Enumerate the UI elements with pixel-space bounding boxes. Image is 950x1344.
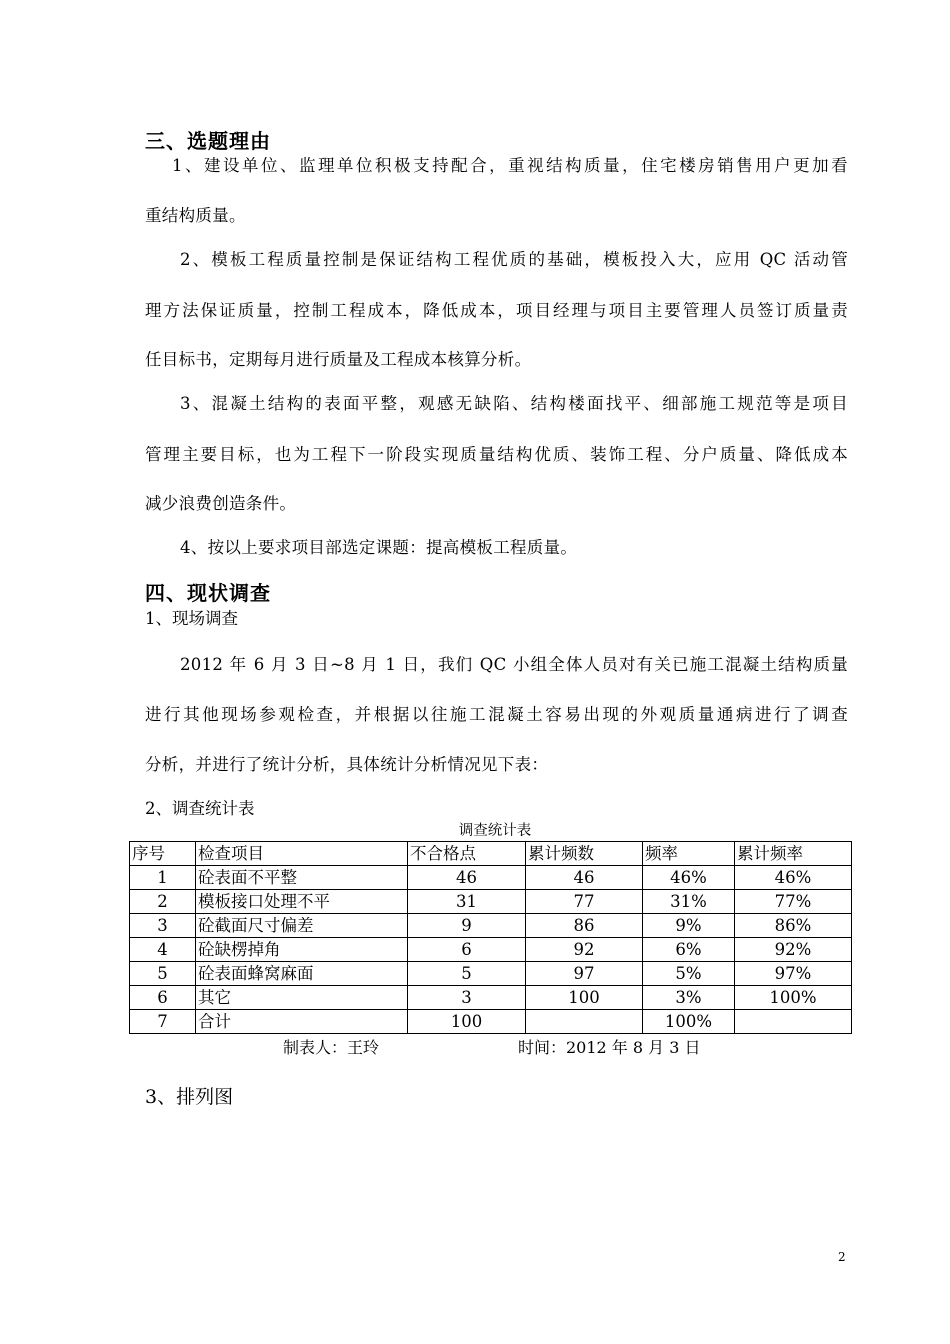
table-caption: 调查统计表	[458, 823, 532, 839]
survey-para-line-2: 进行其他现场参观检查，并根据以往施工混凝土容易出现的外观质量通病进行了调查	[145, 705, 848, 724]
section-4-heading: 四、现状调查	[145, 581, 271, 605]
statistics-table	[129, 841, 852, 1034]
survey-para-line-1: 2012 年 6 月 3 日~8 月 1 日，我们 QC 小组全体人员对有关已施工混凝土结构质量	[180, 655, 848, 674]
table-cell: 100%	[735, 986, 852, 1010]
table-row	[130, 938, 852, 962]
table-cell: 砼表面不平整	[196, 866, 408, 890]
reason-4: 4、按以上要求项目部选定课题：提高模板工程质量。	[180, 538, 578, 557]
reason-2-line-3: 任目标书，定期每月进行质量及工程成本核算分析。	[145, 350, 532, 369]
table-cell: 31	[408, 890, 526, 914]
table-header-row	[130, 842, 852, 866]
header-cell: 频率	[643, 842, 735, 866]
table-cell: 1	[130, 866, 196, 890]
table-total-row	[130, 1010, 852, 1034]
table-cell: 7	[130, 1010, 196, 1034]
table-cell: 100	[408, 1010, 526, 1034]
table-cell: 砼缺楞掉角	[196, 938, 408, 962]
table-cell: 6	[408, 938, 526, 962]
table-cell: 3	[130, 914, 196, 938]
subsection-3-title: 3、排列图	[145, 1086, 234, 1108]
table-cell: 5	[408, 962, 526, 986]
table-cell: 合计	[196, 1010, 408, 1034]
table-cell: 6%	[643, 938, 735, 962]
table-row	[130, 890, 852, 914]
header-cell: 累计频数	[526, 842, 643, 866]
section-3-heading: 三、选题理由	[145, 129, 271, 153]
table-cell: 77%	[735, 890, 852, 914]
table-cell: 100	[526, 986, 643, 1010]
table-row	[130, 866, 852, 890]
table-row	[130, 986, 852, 1010]
table-cell: 9%	[643, 914, 735, 938]
table-cell: 92	[526, 938, 643, 962]
table-date: 时间：2012 年 8 月 3 日	[518, 1038, 701, 1057]
reason-1-line-2: 重结构质量。	[145, 206, 246, 225]
table-cell: 77	[526, 890, 643, 914]
table-cell: 其它	[196, 986, 408, 1010]
table-cell: 砼表面蜂窝麻面	[196, 962, 408, 986]
reason-2-line-2: 理方法保证质量，控制工程成本，降低成本，项目经理与项目主要管理人员签订质量责	[145, 301, 848, 320]
table-cell: 5%	[643, 962, 735, 986]
subsection-2-title: 2、调查统计表	[145, 799, 255, 818]
reason-3-line-3: 减少浪费创造条件。	[145, 494, 297, 513]
table-row	[130, 914, 852, 938]
table-cell: 100%	[643, 1010, 735, 1034]
header-cell: 序号	[130, 842, 196, 866]
table-cell: 97	[526, 962, 643, 986]
table-cell: 46%	[643, 866, 735, 890]
table-cell: 9	[408, 914, 526, 938]
table-cell: 砼截面尺寸偏差	[196, 914, 408, 938]
table-row	[130, 962, 852, 986]
table-cell: 5	[130, 962, 196, 986]
table-cell	[526, 1010, 643, 1034]
table-cell: 6	[130, 986, 196, 1010]
header-cell: 累计频率	[735, 842, 852, 866]
table-cell: 92%	[735, 938, 852, 962]
header-cell: 不合格点	[408, 842, 526, 866]
header-cell: 检查项目	[196, 842, 408, 866]
subsection-1-title: 1、现场调查	[145, 609, 238, 628]
survey-para-line-3: 分析，并进行了统计分析，具体统计分析情况见下表：	[145, 755, 549, 774]
reason-3-line-1: 3、混凝土结构的表面平整，观感无缺陷、结构楼面找平、细部施工规范等是项目	[180, 394, 848, 413]
table-cell: 86	[526, 914, 643, 938]
table-cell: 3%	[643, 986, 735, 1010]
reason-2-line-1: 2、模板工程质量控制是保证结构工程优质的基础，模板投入大，应用 QC 活动管	[180, 250, 848, 269]
table-cell	[735, 1010, 852, 1034]
reason-3-line-2: 管理主要目标，也为工程下一阶段实现质量结构优质、装饰工程、分户质量、降低成本	[145, 445, 848, 464]
reason-1-line-1: 1、建设单位、监理单位积极支持配合，重视结构质量，住宅楼房销售用户更加看	[172, 156, 848, 175]
table-cell: 97%	[735, 962, 852, 986]
table-cell: 46	[526, 866, 643, 890]
table-cell: 46%	[735, 866, 852, 890]
table-cell: 模板接口处理不平	[196, 890, 408, 914]
table-cell: 2	[130, 890, 196, 914]
page-number: 2	[838, 1250, 846, 1264]
table-maker: 制表人：王玲	[283, 1038, 380, 1057]
table-cell: 31%	[643, 890, 735, 914]
table-cell: 46	[408, 866, 526, 890]
table-cell: 3	[408, 986, 526, 1010]
table-cell: 86%	[735, 914, 852, 938]
table-cell: 4	[130, 938, 196, 962]
